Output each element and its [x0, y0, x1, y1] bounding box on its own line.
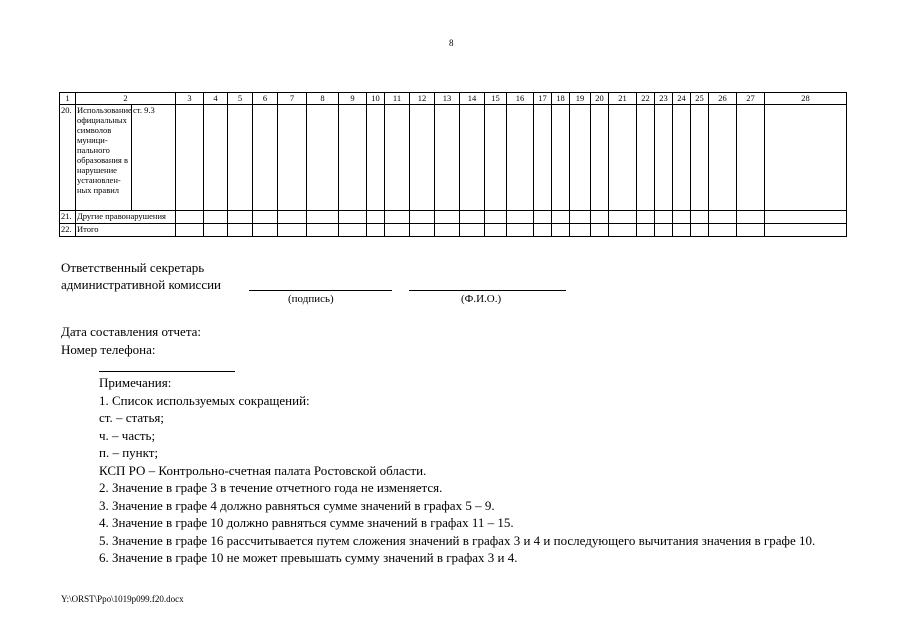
column-header: 20	[591, 93, 609, 105]
value-cell	[339, 224, 367, 237]
value-cell	[507, 224, 534, 237]
value-cell	[737, 211, 765, 224]
value-cell	[228, 224, 253, 237]
column-header: 11	[385, 93, 410, 105]
value-cell	[709, 224, 737, 237]
value-cell	[637, 105, 655, 211]
value-cell	[637, 224, 655, 237]
note-item: КСП РО – Контрольно-счетная палата Ростовской области.	[99, 462, 427, 478]
report-table	[59, 92, 847, 237]
column-header: 26	[709, 93, 737, 105]
value-cell	[637, 211, 655, 224]
value-cell	[591, 105, 609, 211]
value-cell	[253, 211, 278, 224]
value-cell	[460, 211, 485, 224]
column-header: 3	[176, 93, 204, 105]
column-header: 19	[570, 93, 591, 105]
signature-caption: (подпись)	[288, 293, 334, 305]
value-cell	[435, 224, 460, 237]
row-article: ст. 9.3	[132, 105, 176, 211]
value-cell	[691, 105, 709, 211]
value-cell	[507, 105, 534, 211]
value-cell	[228, 105, 253, 211]
note-item: п. – пункт;	[99, 445, 159, 460]
value-cell	[673, 224, 691, 237]
value-cell	[552, 105, 570, 211]
column-header: 5	[228, 93, 253, 105]
value-cell	[570, 224, 591, 237]
value-cell	[765, 224, 847, 237]
note-item: 4. Значение в графе 10 должно равняться сумме значений в графах 11 – 15.	[99, 515, 514, 530]
value-cell	[591, 224, 609, 237]
note-item: ст. – статья;	[99, 410, 164, 425]
column-header: 21	[609, 93, 637, 105]
value-cell	[385, 105, 410, 211]
column-header: 28	[765, 93, 847, 105]
signature-title-line1: Ответственный секретарь	[61, 260, 205, 275]
value-cell	[507, 211, 534, 224]
date-label: Дата составления отчета:	[61, 324, 202, 339]
note-item: 2. Значение в графе 3 в течение отчетного года не изменяется.	[99, 480, 443, 495]
value-cell	[367, 224, 385, 237]
note-item: 1. Список используемых сокращений:	[99, 392, 310, 408]
note-item: 5. Значение в графе 16 рассчитывается путем сложения значений в графах 3 и 4 и последующего вычитания значения в графе 10.	[99, 532, 816, 548]
column-header: 22	[637, 93, 655, 105]
row-number: 22.	[60, 224, 76, 237]
value-cell	[609, 211, 637, 224]
value-cell	[534, 105, 552, 211]
notes-heading: Примечания:	[99, 375, 172, 390]
column-header: 25	[691, 93, 709, 105]
value-cell	[176, 224, 204, 237]
value-cell	[485, 211, 507, 224]
value-cell	[385, 211, 410, 224]
column-header: 1	[60, 93, 76, 105]
value-cell	[435, 105, 460, 211]
value-cell	[176, 211, 204, 224]
value-cell	[655, 211, 673, 224]
note-item: 6. Значение в графе 10 не может превышать сумму значений в графах 3 и 4.	[99, 550, 518, 565]
value-cell	[737, 105, 765, 211]
column-header: 24	[673, 93, 691, 105]
value-cell	[709, 211, 737, 224]
value-cell	[485, 105, 507, 211]
file-path-footer: Y:\ORST\Ppo\1019p099.f20.docx	[61, 594, 184, 604]
value-cell	[278, 224, 307, 237]
value-cell	[591, 211, 609, 224]
row-label: Другие правонарушения	[76, 211, 176, 224]
value-cell	[435, 211, 460, 224]
value-cell	[655, 224, 673, 237]
value-cell	[367, 105, 385, 211]
signature-title-line2: административной комиссии	[61, 277, 222, 292]
value-cell	[204, 224, 228, 237]
column-header: 10	[367, 93, 385, 105]
column-header: 16	[507, 93, 534, 105]
value-cell	[709, 105, 737, 211]
column-header: 13	[435, 93, 460, 105]
value-cell	[176, 105, 204, 211]
table-row	[60, 105, 847, 211]
column-header: 4	[204, 93, 228, 105]
row-number: 21.	[60, 211, 76, 224]
value-cell	[307, 224, 339, 237]
table-row	[60, 224, 847, 237]
value-cell	[655, 105, 673, 211]
note-item: 3. Значение в графе 4 должно равняться сумме значений в графах 5 – 9.	[99, 497, 495, 513]
column-header: 6	[253, 93, 278, 105]
value-cell	[534, 224, 552, 237]
value-cell	[534, 211, 552, 224]
value-cell	[485, 224, 507, 237]
column-header: 2	[76, 93, 176, 105]
value-cell	[204, 105, 228, 211]
value-cell	[570, 211, 591, 224]
value-cell	[673, 105, 691, 211]
value-cell	[460, 224, 485, 237]
value-cell	[691, 211, 709, 224]
value-cell	[253, 105, 278, 211]
value-cell	[460, 105, 485, 211]
page-number: 8	[449, 38, 454, 48]
value-cell	[307, 105, 339, 211]
row-label: Итого	[76, 224, 176, 237]
column-header: 27	[737, 93, 765, 105]
value-cell	[204, 211, 228, 224]
value-cell	[552, 211, 570, 224]
value-cell	[307, 211, 339, 224]
column-header: 7	[278, 93, 307, 105]
value-cell	[339, 211, 367, 224]
column-header: 9	[339, 93, 367, 105]
value-cell	[367, 211, 385, 224]
value-cell	[673, 211, 691, 224]
phone-label: Номер телефона:	[61, 342, 156, 357]
value-cell	[253, 224, 278, 237]
value-cell	[552, 224, 570, 237]
column-header: 8	[307, 93, 339, 105]
table-row	[60, 211, 847, 224]
value-cell	[609, 224, 637, 237]
value-cell	[737, 224, 765, 237]
value-cell	[765, 211, 847, 224]
value-cell	[339, 105, 367, 211]
notes-separator	[99, 371, 235, 372]
value-cell	[691, 224, 709, 237]
value-cell	[410, 224, 435, 237]
column-header: 14	[460, 93, 485, 105]
column-header: 15	[485, 93, 507, 105]
signature-line	[249, 290, 392, 291]
fio-line	[409, 290, 566, 291]
value-cell	[609, 105, 637, 211]
note-item: ч. – часть;	[99, 427, 156, 443]
value-cell	[385, 224, 410, 237]
value-cell	[228, 211, 253, 224]
value-cell	[278, 105, 307, 211]
column-header: 12	[410, 93, 435, 105]
table-header-row	[60, 93, 847, 105]
value-cell	[765, 105, 847, 211]
column-header: 17	[534, 93, 552, 105]
row-number: 20.	[60, 105, 76, 211]
fio-caption: (Ф.И.О.)	[461, 293, 502, 305]
value-cell	[570, 105, 591, 211]
value-cell	[410, 211, 435, 224]
value-cell	[278, 211, 307, 224]
column-header: 23	[655, 93, 673, 105]
value-cell	[410, 105, 435, 211]
column-header: 18	[552, 93, 570, 105]
notes-block	[61, 374, 843, 567]
row-label: Использование официальных символов муници-пального образования в нарушение установлен-ных правил	[76, 105, 132, 211]
